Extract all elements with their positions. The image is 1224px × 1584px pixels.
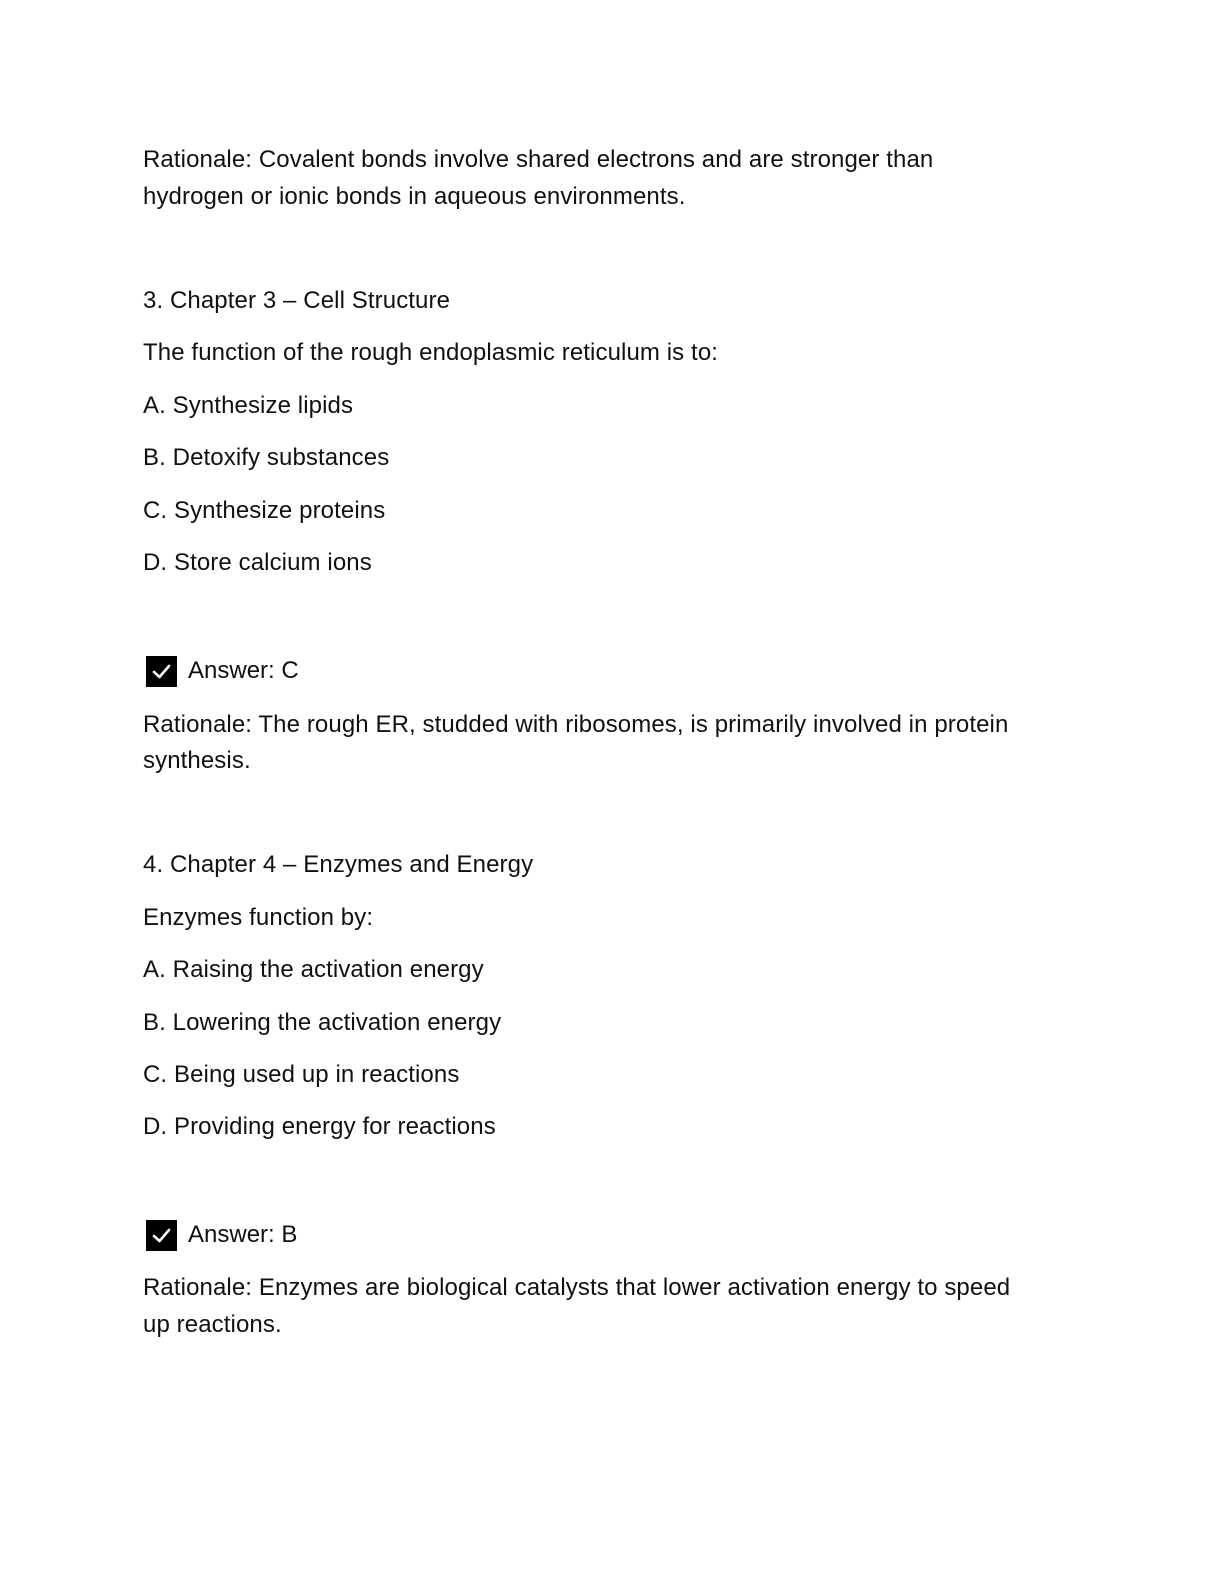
question-3-heading: 3. Chapter 3 – Cell Structure [143, 287, 451, 314]
question-4-answer-text: Answer: B [188, 1221, 298, 1248]
question-3-prompt: The function of the rough endoplasmic reticulum is to: [143, 339, 719, 366]
question-4-rationale-line-2: up reactions. [143, 1311, 282, 1338]
question-4-option-d: D. Providing energy for reactions [143, 1113, 496, 1140]
check-mark-icon [146, 656, 177, 687]
question-4-heading: 4. Chapter 4 – Enzymes and Energy [143, 851, 534, 878]
question-4-option-b: B. Lowering the activation energy [143, 1009, 502, 1036]
question-4-prompt: Enzymes function by: [143, 904, 374, 931]
question-4-answer [146, 1219, 297, 1251]
previous-rationale-line-1: Rationale: Covalent bonds involve shared electrons and are stronger than [143, 146, 934, 173]
question-4-option-c: C. Being used up in reactions [143, 1061, 460, 1088]
previous-rationale-line-2: hydrogen or ionic bonds in aqueous environments. [143, 183, 686, 210]
question-3-answer [146, 655, 299, 687]
question-3-option-d: D. Store calcium ions [143, 549, 372, 576]
question-3-option-b: B. Detoxify substances [143, 444, 390, 471]
question-4-option-a: A. Raising the activation energy [143, 956, 484, 983]
question-4-rationale-line-1: Rationale: Enzymes are biological catalysts that lower activation energy to speed [143, 1274, 1011, 1301]
question-3-rationale-line-2: synthesis. [143, 747, 251, 774]
question-3-answer-text: Answer: C [188, 657, 299, 684]
question-3-option-c: C. Synthesize proteins [143, 497, 386, 524]
check-mark-icon [146, 1220, 177, 1251]
question-3-option-a: A. Synthesize lipids [143, 392, 354, 419]
question-3-rationale-line-1: Rationale: The rough ER, studded with ribosomes, is primarily involved in protein [143, 711, 1009, 738]
